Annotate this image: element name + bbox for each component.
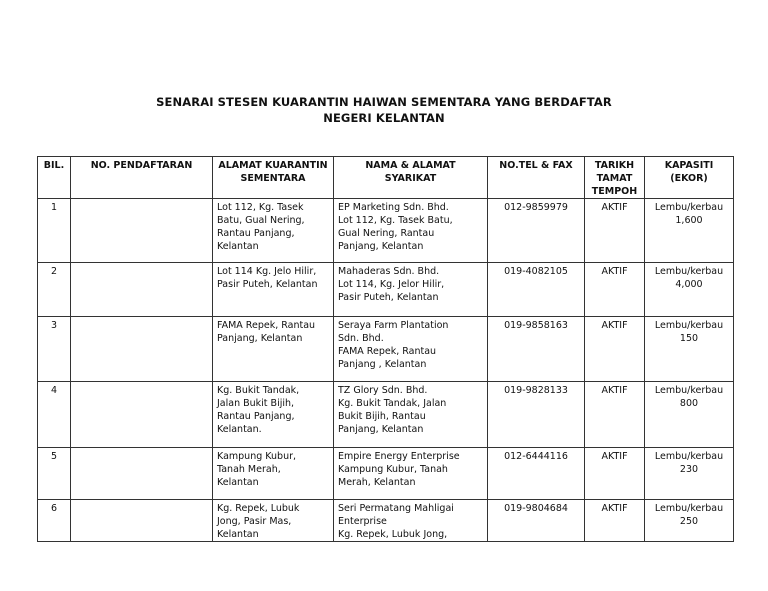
cell-alamat (213, 317, 334, 382)
table-row (38, 263, 734, 317)
cell-tel: 019-9804684 (488, 500, 585, 542)
cell-line: Kelantan (217, 477, 259, 488)
cell-line: Kg. Bukit Tandak, (217, 385, 300, 396)
header-kapasiti-line: KAPASITI (664, 160, 714, 171)
cell-alamat (213, 500, 334, 542)
cell-line: 4,000 (675, 279, 703, 290)
cell-nama (334, 199, 488, 263)
cell-line: Kampung Kubur, Tanah (338, 464, 448, 475)
cell-line: Lot 114, Kg. Jelor Hilir, (338, 279, 445, 290)
cell-line: Kelantan. (217, 424, 262, 435)
cell-bil: 1 (38, 199, 71, 263)
header-tarikh-line: TARIKH (594, 160, 635, 171)
header-kapasiti (645, 157, 734, 199)
cell-tarikh: AKTIF (585, 500, 645, 542)
header-kapasiti-line: (EKOR) (670, 173, 708, 184)
document-title-line-2: NEGERI KELANTAN (323, 111, 445, 125)
cell-line: TZ Glory Sdn. Bhd. (338, 385, 428, 396)
cell-line: Kelantan (217, 529, 259, 540)
cell-line: Lembu/kerbau (654, 202, 724, 213)
cell-line: Empire Energy Enterprise (338, 451, 460, 462)
table-row (38, 317, 734, 382)
cell-line: Kelantan (217, 241, 259, 252)
cell-nama (334, 500, 488, 542)
cell-line: Kg. Repek, Lubuk Jong, (338, 529, 448, 540)
table-row (38, 448, 734, 500)
cell-no-pendaftaran (71, 500, 213, 542)
cell-alamat (213, 263, 334, 317)
cell-line: Merah, Kelantan (338, 477, 416, 488)
table-row (38, 382, 734, 448)
cell-alamat (213, 382, 334, 448)
cell-line: 250 (679, 516, 699, 527)
cell-tarikh: AKTIF (585, 448, 645, 500)
cell-line: Lembu/kerbau (654, 320, 724, 331)
cell-line: Seraya Farm Plantation (338, 320, 449, 331)
header-nama-line: NAMA & ALAMAT (365, 160, 456, 171)
cell-bil: 5 (38, 448, 71, 500)
cell-tel: 012-6444116 (488, 448, 585, 500)
cell-line: FAMA Repek, Rantau (217, 320, 316, 331)
cell-tarikh: AKTIF (585, 317, 645, 382)
cell-line: Panjang , Kelantan (338, 359, 427, 370)
cell-line: EP Marketing Sdn. Bhd. (338, 202, 449, 213)
cell-line: Gual Nering, Rantau (338, 228, 435, 239)
cell-line: Batu, Gual Nering, (217, 215, 305, 226)
cell-line: Bukit Bijih, Rantau (338, 411, 426, 422)
cell-line: Rantau Panjang, (217, 228, 295, 239)
cell-no-pendaftaran (71, 199, 213, 263)
cell-tarikh: AKTIF (585, 263, 645, 317)
cell-no-pendaftaran (71, 317, 213, 382)
header-alamat-line: SEMENTARA (240, 173, 306, 184)
cell-tarikh: AKTIF (585, 382, 645, 448)
cell-bil: 6 (38, 500, 71, 542)
cell-line: Seri Permatang Mahligai (338, 503, 454, 514)
cell-kapasiti (645, 199, 734, 263)
cell-alamat (213, 448, 334, 500)
quarantine-station-table (37, 156, 734, 542)
cell-nama (334, 263, 488, 317)
cell-line: Tanah Merah, (217, 464, 281, 475)
cell-line: Kg. Bukit Tandak, Jalan (338, 398, 447, 409)
cell-line: 1,600 (675, 215, 703, 226)
cell-line: 230 (679, 464, 699, 475)
cell-line: Jalan Bukit Bijih, (217, 398, 295, 409)
cell-kapasiti (645, 382, 734, 448)
cell-no-pendaftaran (71, 382, 213, 448)
cell-line: Lembu/kerbau (654, 266, 724, 277)
cell-line: Lot 114 Kg. Jelo Hilir, (217, 266, 317, 277)
cell-tel: 019-9828133 (488, 382, 585, 448)
cell-kapasiti (645, 263, 734, 317)
cell-line: Kampung Kubur, (217, 451, 297, 462)
document-title-line-1: SENARAI STESEN KUARANTIN HAIWAN SEMENTARA YANG BERDAFTAR (156, 95, 612, 109)
cell-nama (334, 317, 488, 382)
cell-nama (334, 448, 488, 500)
cell-line: Mahaderas Sdn. Bhd. (338, 266, 440, 277)
cell-no-pendaftaran (71, 263, 213, 317)
header-bil: BIL. (38, 157, 71, 199)
cell-bil: 2 (38, 263, 71, 317)
cell-line: Jong, Pasir Mas, (217, 516, 292, 527)
header-nama-line: SYARIKAT (384, 173, 437, 184)
header-tarikh-line: TAMAT (596, 173, 633, 184)
header-tel: NO.TEL & FAX (488, 157, 585, 199)
table-header-row (38, 157, 734, 199)
cell-line: Panjang, Kelantan (338, 424, 424, 435)
cell-line: FAMA Repek, Rantau (338, 346, 437, 357)
cell-line: Kg. Repek, Lubuk (217, 503, 300, 514)
cell-line: Panjang, Kelantan (338, 241, 424, 252)
header-tarikh-line: TEMPOH (591, 186, 638, 197)
cell-tel: 019-9858163 (488, 317, 585, 382)
cell-line: 150 (679, 333, 699, 344)
cell-line: Enterprise (338, 516, 387, 527)
cell-kapasiti (645, 500, 734, 542)
cell-line: Sdn. Bhd. (338, 333, 384, 344)
header-alamat-line: ALAMAT KUARANTIN (218, 160, 328, 171)
header-tarikh (585, 157, 645, 199)
table-row (38, 199, 734, 263)
cell-line: Lot 112, Kg. Tasek Batu, (338, 215, 453, 226)
cell-line: Lembu/kerbau (654, 451, 724, 462)
cell-line: Pasir Puteh, Kelantan (217, 279, 318, 290)
cell-line: Pasir Puteh, Kelantan (338, 292, 439, 303)
cell-tel: 012-9859979 (488, 199, 585, 263)
cell-tarikh: AKTIF (585, 199, 645, 263)
cell-line: Panjang, Kelantan (217, 333, 303, 344)
cell-tel: 019-4082105 (488, 263, 585, 317)
header-alamat (213, 157, 334, 199)
cell-line: Lembu/kerbau (654, 503, 724, 514)
cell-bil: 3 (38, 317, 71, 382)
cell-line: Rantau Panjang, (217, 411, 295, 422)
cell-bil: 4 (38, 382, 71, 448)
header-no-pendaftaran: NO. PENDAFTARAN (71, 157, 213, 199)
cell-line: Lembu/kerbau (654, 385, 724, 396)
cell-nama (334, 382, 488, 448)
cell-kapasiti (645, 317, 734, 382)
cell-line: Lot 112, Kg. Tasek (217, 202, 304, 213)
cell-no-pendaftaran (71, 448, 213, 500)
cell-line: 800 (679, 398, 699, 409)
table-row (38, 500, 734, 542)
cell-kapasiti (645, 448, 734, 500)
cell-alamat (213, 199, 334, 263)
header-nama (334, 157, 488, 199)
